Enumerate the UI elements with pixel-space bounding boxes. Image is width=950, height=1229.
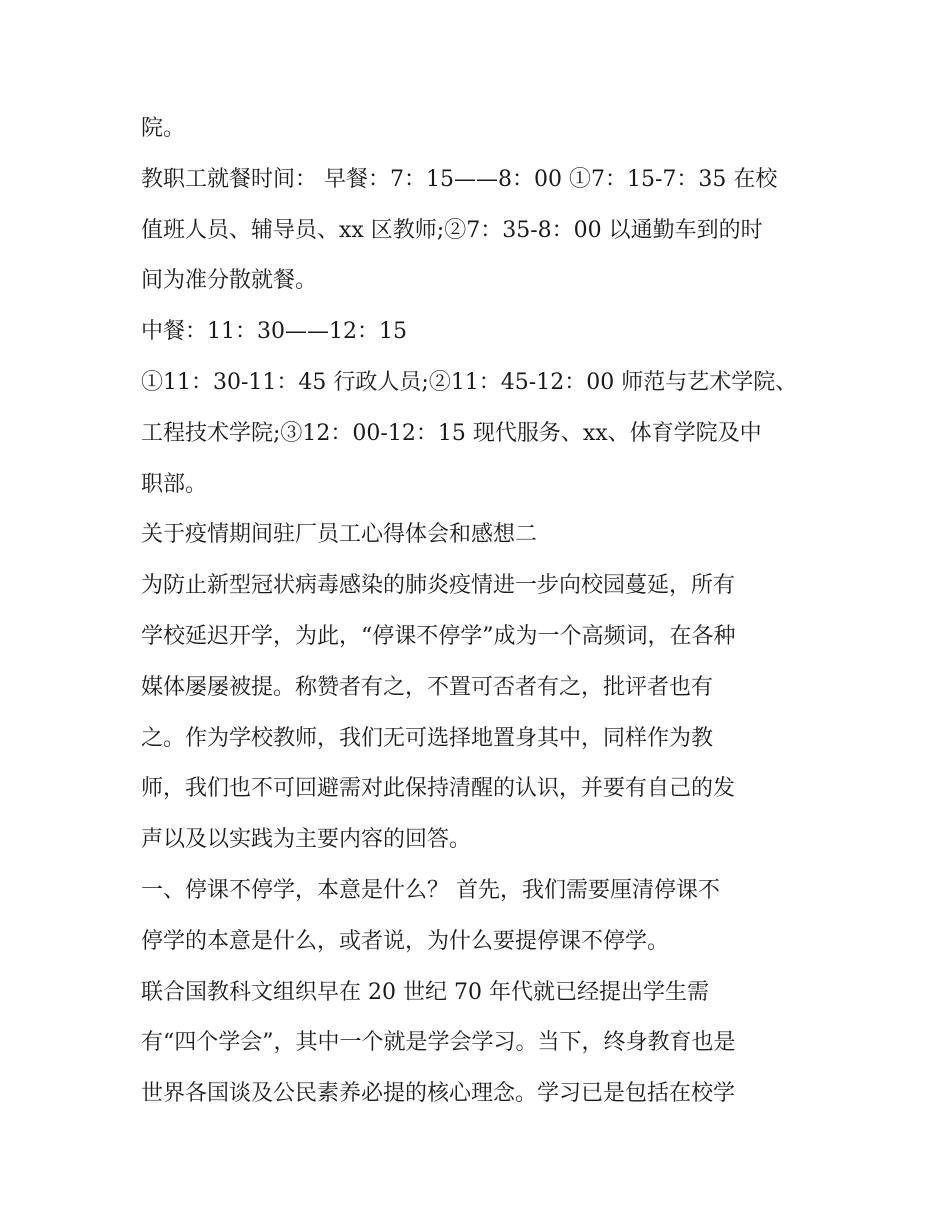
section-heading: 关于疫情期间驻厂员工心得体会和感想二 — [141, 522, 538, 548]
text-line: 为防止新型冠状病毒感染的肺炎疫情进一步向校园蔓延，所有 — [141, 573, 736, 599]
text-line: 世界各国谈及公民素养必提的核心理念。学习已是包括在校学 — [141, 1081, 736, 1107]
text-line: 学校延迟开学，为此，“停课不停学”成为一个高频词，在各种 — [141, 623, 736, 649]
document-body — [141, 104, 821, 1120]
text-line: 职部。 — [141, 471, 208, 497]
text-line: 一、停课不停学，本意是什么？ 首先，我们需要厘清停课不 — [141, 877, 720, 903]
text-line: 媒体屡屡被提。称赞者有之，不置可否者有之，批评者也有 — [141, 674, 714, 700]
text-line: 值班人员、辅导员、xx 区教师;②7：35-8：00 以通勤车到的时 — [141, 217, 763, 243]
text-line: 教职工就餐时间： 早餐：7：15——8：00 ①7：15-7：35 在校 — [141, 166, 778, 192]
text-line: 停学的本意是什么，或者说，为什么要提停课不停学。 — [141, 928, 670, 954]
text-line: 工程技术学院;③12：00-12：15 现代服务、xx、体育学院及中 — [141, 420, 762, 446]
text-line: 院。 — [141, 116, 186, 141]
text-line: 中餐：11：30——12：15 — [141, 319, 407, 345]
text-line: 联合国教科文组织早在 20 世纪 70 年代就已经提出学生需 — [141, 979, 709, 1005]
text-line: ①11：30-11：45 行政人员;②11：45-12：00 师范与艺术学院、 — [141, 369, 798, 395]
text-line: 间为准分散就餐。 — [141, 268, 318, 294]
text-line: 有“四个学会”，其中一个就是学会学习。当下，终身教育也是 — [141, 1030, 736, 1056]
text-line: 师，我们也不可回避需对此保持清醒的认识，并要有自己的发 — [141, 776, 736, 802]
text-line: 声以及以实践为主要内容的回答。 — [141, 827, 472, 853]
text-line: 之。作为学校教师，我们无可选择地置身其中，同样作为教 — [141, 725, 714, 751]
